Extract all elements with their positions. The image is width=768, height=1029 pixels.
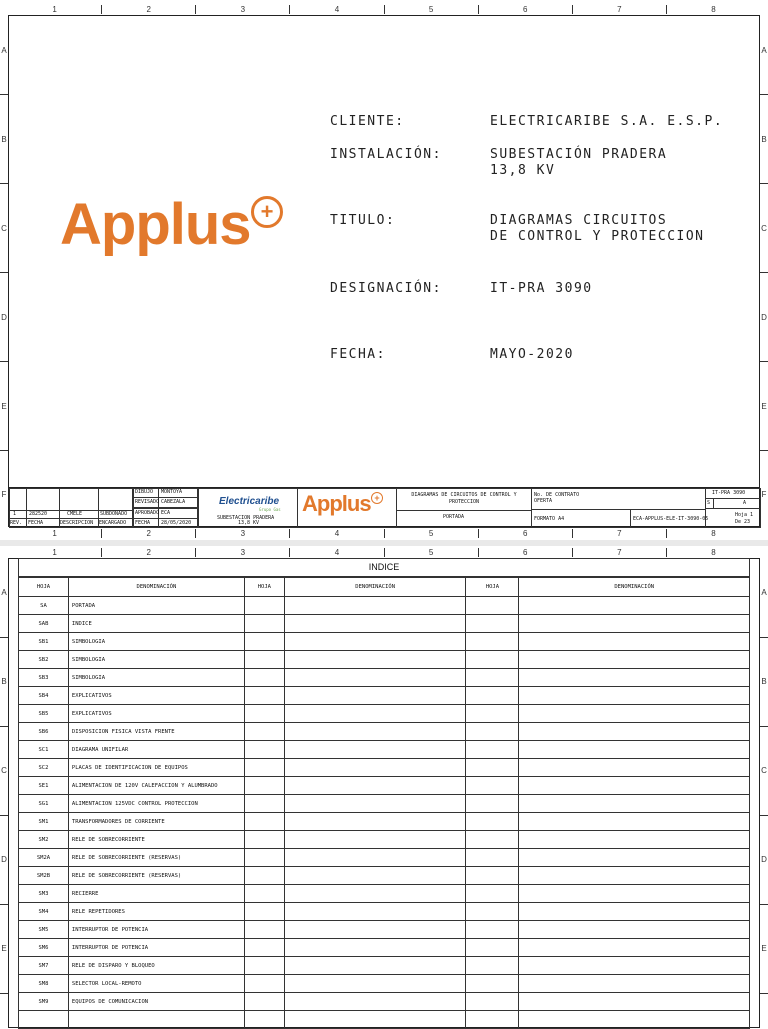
index-hoja-cell-empty [466, 993, 519, 1011]
index-hoja-cell-empty [244, 597, 284, 615]
index-hoja-cell-empty [466, 849, 519, 867]
index-hoja-cell-empty [466, 759, 519, 777]
table-row [19, 759, 750, 777]
index-denominacion-cell: SIMBOLOGIA [68, 669, 244, 687]
index-denominacion-cell-empty [284, 633, 466, 651]
row-label-e-right: E [761, 402, 767, 411]
index-hoja-cell-empty [244, 777, 284, 795]
designacion-value: IT-PRA 3090 [490, 281, 593, 296]
index-hoja-cell-empty [466, 705, 519, 723]
fecha-col-label: FECHA [28, 520, 44, 526]
dibujo-value: MONTOYA [161, 489, 183, 495]
titulo-label: TITULO: [330, 213, 396, 228]
index-denominacion-cell-empty [284, 849, 466, 867]
index-denominacion-cell-empty [284, 975, 466, 993]
index-denominacion-cell: SIMBOLOGIA [68, 651, 244, 669]
index-hoja-cell-empty [466, 615, 519, 633]
index-denominacion-cell-empty [519, 633, 750, 651]
index-denominacion-cell-empty [519, 885, 750, 903]
table-row [19, 723, 750, 741]
index-denominacion-cell: RELE REPETIDORES [68, 903, 244, 921]
index-hoja-cell-empty [244, 903, 284, 921]
index-hoja-cell-empty [466, 687, 519, 705]
index-hoja-cell-empty [466, 669, 519, 687]
index-row-label-d-right: D [761, 855, 767, 864]
index-denominacion-cell-empty [284, 597, 466, 615]
fecha2-label: FECHA [135, 520, 151, 526]
index-hoja-cell: SM8 [19, 975, 69, 993]
index-hoja-cell: SB6 [19, 723, 69, 741]
table-row [19, 1011, 750, 1029]
index-hoja-cell: SC1 [19, 741, 69, 759]
row-label-d: D [1, 313, 7, 322]
index-hoja-cell-empty [244, 1011, 284, 1029]
tb-installation: SUBESTACIÓN PRADERA [217, 515, 275, 521]
designacion-label: DESIGNACIÓN: [330, 281, 442, 296]
rev-number: 1 [13, 511, 17, 517]
index-hoja-cell-empty [466, 939, 519, 957]
row-label-c: C [1, 224, 7, 233]
tb-installation-kv: 13,8 KV [238, 520, 260, 526]
index-denominacion-cell-empty [284, 813, 466, 831]
revisado-value: CABEZALA [161, 499, 186, 505]
index-denominacion-cell-empty [284, 903, 466, 921]
rev-date: 282520 [29, 511, 48, 517]
index-hoja-cell-empty [466, 903, 519, 921]
index-denominacion-cell-empty [284, 831, 466, 849]
index-denominacion-cell: SIMBOLOGIA [68, 633, 244, 651]
table-row [19, 741, 750, 759]
index-header-denominacion-3: DENOMINACIÓN [519, 578, 750, 597]
titulo-value: DIAGRAMAS CIRCUITOS DE CONTROL Y PROTECCION [490, 213, 705, 244]
revisado-label: REVISADO [135, 499, 160, 505]
index-hoja-cell: SG1 [19, 795, 69, 813]
index-table-body [19, 597, 750, 1029]
row-label-f-right: F [761, 490, 767, 499]
index-hoja-cell-empty [244, 633, 284, 651]
index-hoja-cell: SM2A [19, 849, 69, 867]
row-label-a: A [1, 46, 7, 55]
table-row [19, 903, 750, 921]
fecha2-value: 28/05/2020 [161, 520, 192, 526]
index-denominacion-cell: RELE DE SOBRECORRIENTE (RESERVAS) [68, 849, 244, 867]
index-denominacion-cell-empty [519, 867, 750, 885]
index-denominacion-cell-empty [519, 687, 750, 705]
index-header-hoja-1: HOJA [19, 578, 69, 597]
row-label-d-right: D [761, 313, 767, 322]
s-value: A [743, 500, 747, 506]
cliente-label: CLIENTE: [330, 114, 405, 129]
index-hoja-cell-empty [244, 669, 284, 687]
index-hoja-cell-empty [244, 921, 284, 939]
index-hoja-cell-empty [466, 921, 519, 939]
index-row-label-e: E [1, 944, 7, 953]
index-hoja-cell-empty [244, 957, 284, 975]
instalacion-label: INSTALACIÓN: [330, 147, 442, 162]
table-row [19, 957, 750, 975]
index-denominacion-cell: SELECTOR LOCAL-REMOTO [68, 975, 244, 993]
index-hoja-cell-empty [244, 687, 284, 705]
index-hoja-cell-empty [466, 1011, 519, 1029]
index-header-denominacion-1: DENOMINACIÓN [68, 578, 244, 597]
index-hoja-cell-empty [244, 723, 284, 741]
index-header-hoja-2: HOJA [244, 578, 284, 597]
index-hoja-cell: SB1 [19, 633, 69, 651]
index-denominacion-cell-empty [284, 939, 466, 957]
index-hoja-cell: SM7 [19, 957, 69, 975]
index-title: INDICE [368, 562, 400, 572]
table-row [19, 795, 750, 813]
index-denominacion-cell-empty [284, 669, 466, 687]
index-hoja-cell: SM5 [19, 921, 69, 939]
index-hoja-cell-empty [244, 993, 284, 1011]
index-denominacion-cell: EXPLICATIVOS [68, 705, 244, 723]
row-label-f: F [1, 490, 7, 499]
index-hoja-cell-empty [466, 795, 519, 813]
cliente-value: ELECTRICARIBE S.A. E.S.P. [490, 114, 724, 129]
index-row-label-e-right: E [761, 944, 767, 953]
index-denominacion-cell-empty [519, 759, 750, 777]
index-denominacion-cell: PLACAS DE IDENTIFICACION DE EQUIPOS [68, 759, 244, 777]
encargado-col-label: ENCARGADO [99, 520, 127, 526]
index-hoja-cell-empty [244, 795, 284, 813]
index-row-label-b: B [1, 677, 7, 686]
aprobado-label: APROBADO [135, 510, 160, 516]
rev-label: REV. [10, 520, 23, 526]
index-denominacion-cell-empty [284, 651, 466, 669]
index-table [18, 577, 750, 1029]
index-hoja-cell-empty [466, 885, 519, 903]
index-hoja-cell: SB4 [19, 687, 69, 705]
table-row [19, 669, 750, 687]
descripcion-col-label: DESCRIPCION [60, 520, 94, 526]
index-hoja-cell-empty [466, 957, 519, 975]
index-denominacion-cell-empty [284, 777, 466, 795]
index-denominacion-cell-empty [519, 741, 750, 759]
index-denominacion-cell-empty [519, 939, 750, 957]
index-hoja-cell-empty [244, 867, 284, 885]
table-row [19, 651, 750, 669]
index-hoja-cell: SA [19, 597, 69, 615]
index-hoja-cell-empty [466, 741, 519, 759]
title-block [8, 487, 760, 527]
index-denominacion-cell-empty [519, 975, 750, 993]
index-hoja-cell: SB2 [19, 651, 69, 669]
index-hoja-cell: SM2 [19, 831, 69, 849]
index-denominacion-cell-empty [519, 615, 750, 633]
index-denominacion-cell-empty [519, 795, 750, 813]
dibujo-label: DIBUJO [135, 489, 154, 495]
index-denominacion-cell: INTERRUPTOR DE POTENCIA [68, 939, 244, 957]
index-denominacion-cell-empty [284, 885, 466, 903]
index-denominacion-cell-empty [519, 597, 750, 615]
index-hoja-cell: SM9 [19, 993, 69, 1011]
table-row [19, 939, 750, 957]
index-hoja-cell-empty [466, 597, 519, 615]
column-numbers-top: 1 2 3 4 5 6 7 8 [8, 5, 760, 14]
row-label-a-right: A [761, 46, 767, 55]
format-label: FORMATO A4 [534, 516, 565, 522]
index-row-label-d: D [1, 855, 7, 864]
index-denominacion-cell-empty [519, 669, 750, 687]
index-hoja-cell-empty [466, 867, 519, 885]
index-denominacion-cell: RELE DE DISPARO Y BLOQUEO [68, 957, 244, 975]
index-header-hoja-3: HOJA [466, 578, 519, 597]
index-denominacion-cell: RELE DE SOBRECORRIENTE [68, 831, 244, 849]
index-hoja-cell-empty [244, 705, 284, 723]
rev-owner: SUBDONADO [100, 511, 128, 517]
row-label-c-right: C [761, 224, 767, 233]
table-row [19, 615, 750, 633]
index-denominacion-cell-empty [284, 741, 466, 759]
index-row-label-b-right: B [761, 677, 767, 686]
applus-logo: Applus + [60, 192, 283, 258]
index-denominacion-cell: ALIMENTACION 125VDC CONTROL PROTECCION [68, 795, 244, 813]
index-denominacion-cell: PORTADA [68, 597, 244, 615]
index-hoja-cell-empty [244, 741, 284, 759]
index-sheet [0, 546, 768, 1024]
index-denominacion-cell-empty [284, 615, 466, 633]
index-hoja-cell-empty [466, 633, 519, 651]
de-label: De 23 [735, 519, 751, 525]
client-logo: Electricaribe [219, 496, 280, 507]
index-hoja-cell: SC2 [19, 759, 69, 777]
row-label-e: E [1, 402, 7, 411]
column-numbers-bottom: 1 2 3 4 5 6 7 8 [8, 529, 760, 538]
table-row [19, 885, 750, 903]
aprobado-value: ECA [161, 510, 171, 516]
index-hoja-cell: SB3 [19, 669, 69, 687]
index-hoja-cell-empty [466, 831, 519, 849]
doc-code: ECA-APPLUS-ELE-IT-3090-05 [633, 516, 709, 522]
table-row [19, 975, 750, 993]
index-denominacion-cell-empty [284, 957, 466, 975]
index-denominacion-cell: TRANSFORMADORES DE CORRIENTE [68, 813, 244, 831]
table-row [19, 687, 750, 705]
index-denominacion-cell-empty [519, 723, 750, 741]
index-hoja-cell: SM3 [19, 885, 69, 903]
index-denominacion-cell [68, 1011, 244, 1029]
index-hoja-cell-empty [466, 651, 519, 669]
index-denominacion-cell-empty [519, 651, 750, 669]
index-denominacion-cell-empty [284, 723, 466, 741]
index-hoja-cell-empty [244, 885, 284, 903]
cover-frame [8, 15, 760, 527]
index-hoja-cell: SE1 [19, 777, 69, 795]
table-row [19, 813, 750, 831]
rev-description: CMELE [67, 511, 83, 517]
row-label-b: B [1, 135, 7, 144]
index-hoja-cell: SM1 [19, 813, 69, 831]
index-denominacion-cell: RELE DE SOBRECORRIENTE (RESERVAS) [68, 867, 244, 885]
client-logo-sub: Grupo Gas [259, 507, 281, 512]
tb-applus-plus-icon: + [371, 492, 383, 504]
index-denominacion-cell-empty [519, 813, 750, 831]
index-row-label-a-right: A [761, 588, 767, 597]
index-header-denominacion-2: DENOMINACIÓN [284, 578, 466, 597]
table-row [19, 867, 750, 885]
index-column-numbers: 1 2 3 4 5 6 7 8 [8, 548, 760, 557]
index-denominacion-cell: EQUIPOS DE COMUNICACION [68, 993, 244, 1011]
table-row [19, 633, 750, 651]
tb-applus-logo: Applus + [302, 491, 383, 517]
index-hoja-cell-empty [244, 831, 284, 849]
index-hoja-cell [19, 1011, 69, 1029]
index-hoja-cell: SAB [19, 615, 69, 633]
table-row [19, 777, 750, 795]
index-denominacion-cell-empty [519, 849, 750, 867]
index-denominacion-cell: INTERRUPTOR DE POTENCIA [68, 921, 244, 939]
index-denominacion-cell-empty [519, 993, 750, 1011]
index-hoja-cell-empty [244, 651, 284, 669]
index-denominacion-cell-empty [284, 759, 466, 777]
index-denominacion-cell-empty [519, 831, 750, 849]
tb-sheet-name: PORTADA [443, 514, 465, 520]
index-denominacion-cell-empty [284, 687, 466, 705]
table-row [19, 597, 750, 615]
index-denominacion-cell-empty [284, 1011, 466, 1029]
contract-sub: OFERTA [534, 498, 553, 504]
fecha-label: FECHA: [330, 347, 386, 362]
index-denominacion-cell-empty [519, 957, 750, 975]
index-denominacion-cell: DISPOSICION FISICA VISTA FRENTE [68, 723, 244, 741]
table-row [19, 921, 750, 939]
index-hoja-cell-empty [244, 939, 284, 957]
index-row-label-c: C [1, 766, 7, 775]
index-hoja-cell: SM2B [19, 867, 69, 885]
index-row-label-c-right: C [761, 766, 767, 775]
fecha-value: MAYO-2020 [490, 347, 574, 362]
index-denominacion-cell: DIAGRAMA UNIFILAR [68, 741, 244, 759]
index-denominacion-cell-empty [284, 921, 466, 939]
index-denominacion-cell-empty [284, 705, 466, 723]
index-hoja-cell-empty [244, 975, 284, 993]
index-denominacion-cell-empty [519, 903, 750, 921]
index-hoja-cell-empty [244, 849, 284, 867]
index-hoja-cell: SM4 [19, 903, 69, 921]
index-denominacion-cell-empty [519, 921, 750, 939]
index-hoja-cell: SM6 [19, 939, 69, 957]
row-label-b-right: B [761, 135, 767, 144]
index-hoja-cell-empty [466, 777, 519, 795]
index-hoja-cell-empty [244, 759, 284, 777]
index-denominacion-cell-empty [519, 1011, 750, 1029]
index-denominacion-cell-empty [519, 777, 750, 795]
instalacion-value: SUBESTACIÓN PRADERA 13,8 KV [490, 147, 668, 178]
table-row [19, 831, 750, 849]
index-denominacion-cell-empty [284, 795, 466, 813]
index-denominacion-cell-empty [284, 993, 466, 1011]
index-hoja-cell-empty [466, 975, 519, 993]
index-hoja-cell-empty [466, 813, 519, 831]
index-row-label-a: A [1, 588, 7, 597]
table-row [19, 849, 750, 867]
index-denominacion-cell: ALIMENTACION DE 120V CALEFACCION Y ALUMBRADO [68, 777, 244, 795]
tb-title: DIAGRAMAS DE CIRCUITOS DE CONTROL Y PROTECCION [411, 492, 517, 505]
hoja-label: Hoja 1 [735, 512, 754, 518]
index-denominacion-cell: EXPLICATIVOS [68, 687, 244, 705]
table-row [19, 993, 750, 1011]
index-hoja-cell-empty [466, 723, 519, 741]
index-denominacion-cell-empty [519, 705, 750, 723]
applus-plus-icon: + [251, 196, 283, 228]
table-row [19, 705, 750, 723]
index-denominacion-cell: INDICE [68, 615, 244, 633]
index-hoja-cell-empty [244, 615, 284, 633]
index-hoja-cell-empty [244, 813, 284, 831]
s-label: S [707, 500, 711, 506]
index-hoja-cell: SB5 [19, 705, 69, 723]
index-denominacion-cell: RECIERRE [68, 885, 244, 903]
index-header-row [19, 578, 750, 597]
tb-designation: IT-PRA 3090 [712, 490, 746, 496]
contract-label: No. DE CONTRATO [534, 492, 580, 498]
index-denominacion-cell-empty [284, 867, 466, 885]
